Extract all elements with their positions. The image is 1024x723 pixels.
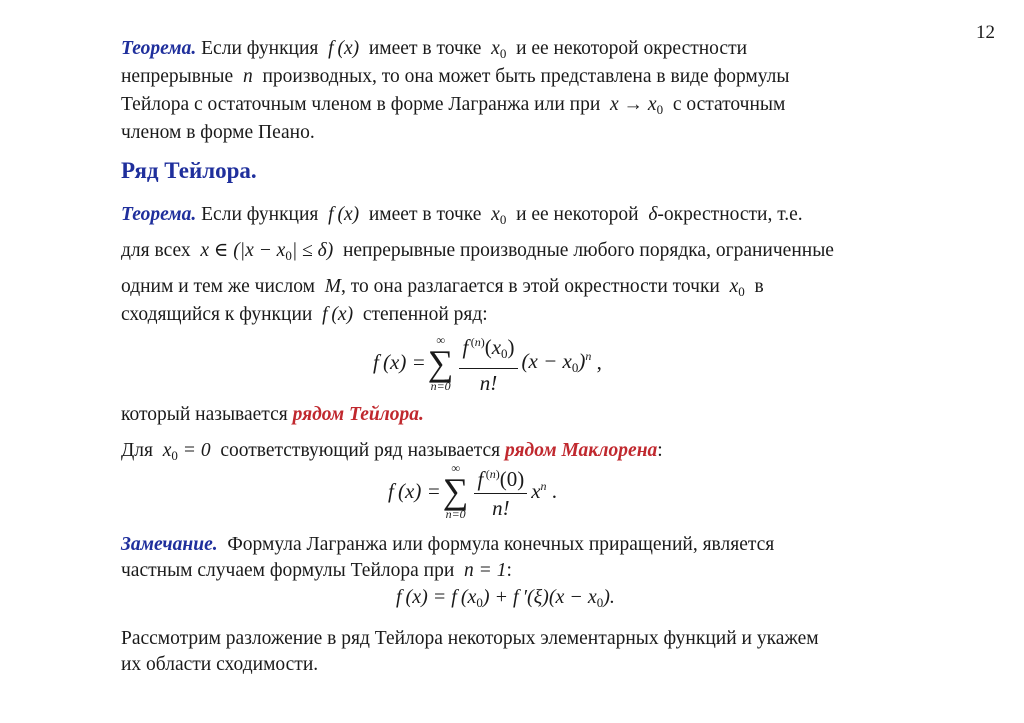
closing-line2: их области сходимости.	[121, 654, 319, 675]
lagrange-formula: f (x) = f $(x_0) + f$ $'(\xi)(x - x_0)$.	[396, 586, 615, 610]
theorem2-label: Теорема.	[121, 204, 197, 225]
theorem1-label: Теорема.	[121, 38, 197, 59]
taylor-called-line: который называется рядом Тейлора.	[121, 404, 424, 425]
theorem2-line4: сходящийся к функции f (x) степенной ряд:	[121, 304, 488, 325]
remark-line2: частным случаем формулы Тейлора при n = 1:	[121, 560, 512, 581]
theorem2-line3: одним и тем же числом M, то она разлагается в этой окрестности точки $x_0$ в	[121, 276, 764, 299]
taylor-series-formula: f (x) = ∞ ∑ n=0 $\frac{f ^{(n)}(x_0)}{n!}$ $(x - x_0)^n$ ,	[373, 330, 602, 395]
theorem1-line2: непрерывные n производных, то она может быть представлена в виде формулы	[121, 66, 790, 87]
maclaurin-term: рядом Маклорена	[505, 440, 658, 461]
theorem1-line4: членом в форме Пеано.	[121, 122, 315, 143]
maclaurin-line: Для $x_0 = 0$ соответствующий ряд называется рядом Маклорена:	[121, 440, 663, 463]
section-title: Ряд Тейлора.	[121, 158, 257, 183]
page-number: 12	[976, 22, 995, 43]
remark-line1: Замечание. Формула Лагранжа или формула конечных приращений, является	[121, 534, 775, 555]
closing-line1: Рассмотрим разложение в ряд Тейлора некоторых элементарных функций и укажем	[121, 628, 819, 649]
theorem2-line2: для всех x ∈ $(|x - x_0| \le \delta)$ непрерывные производные любого порядка, ограниченные	[121, 240, 834, 263]
theorem1-line1: Теорема. Если функция f (x) имеет в точке $x_0$ и ее некоторой окрестности	[121, 38, 748, 61]
maclaurin-series-formula: f (x) = ∞ ∑ n=0 $\frac{f ^{(n)}(0)}{n!}$ $x^n$ .	[388, 461, 558, 521]
theorem2-line1: Теорема. Если функция f (x) имеет в точке $x_0$ и ее некоторой δ-окрестности, т.е.	[121, 204, 803, 227]
remark-label: Замечание.	[121, 534, 218, 555]
taylor-series-term: рядом Тейлора.	[292, 404, 424, 425]
theorem1-line3: Тейлора с остаточным членом в форме Лагранжа или при $x \to x_0$ с остаточным	[121, 94, 786, 117]
